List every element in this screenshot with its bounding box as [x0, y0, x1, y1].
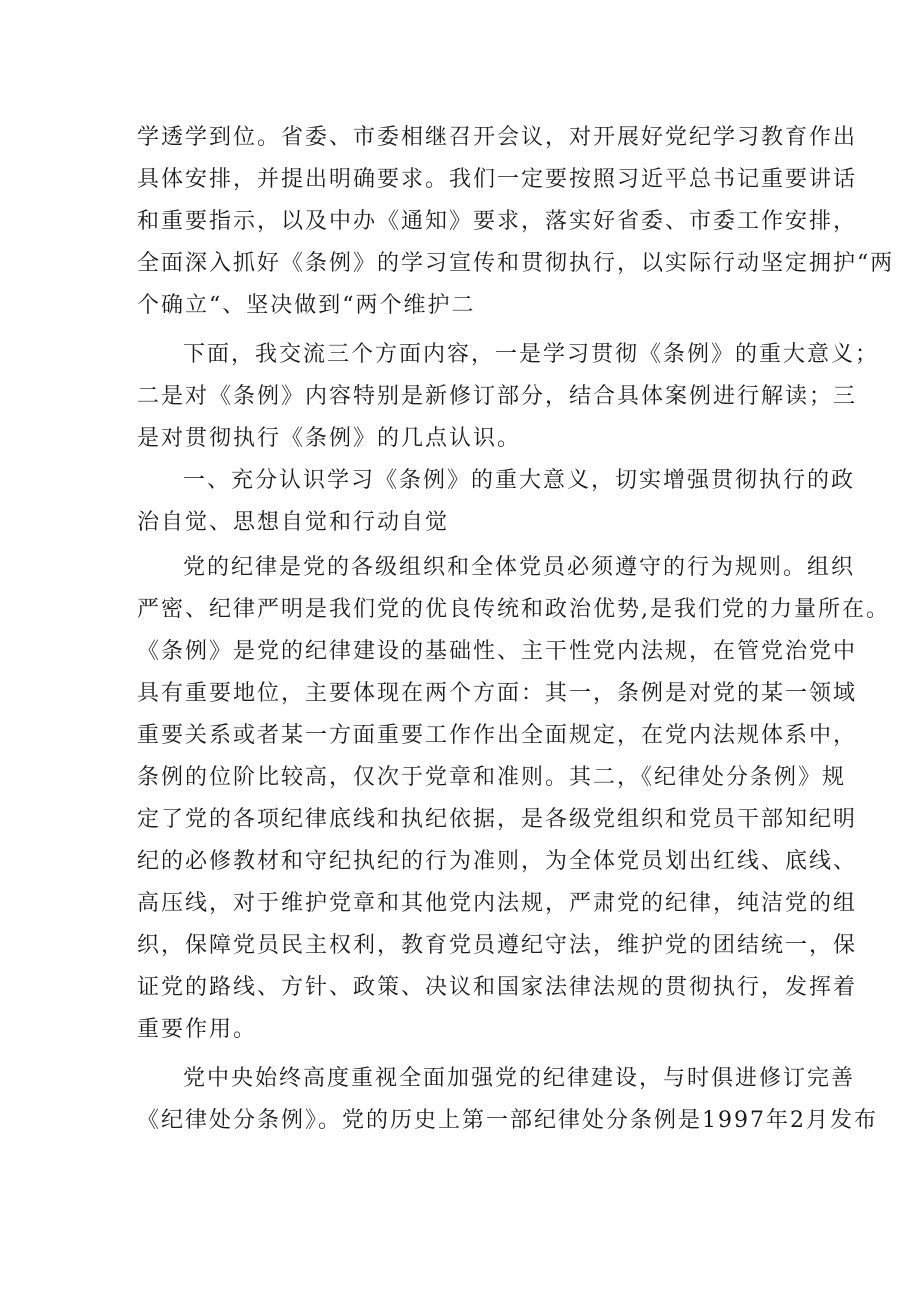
paragraph-first-line: 党中央始终高度重视全面加强党的纪律建设，与时俱进修订完善 — [183, 1066, 856, 1091]
text-line: 具有重要地位，主要体现在两个方面：其一，条例是对党的某一领域 — [137, 681, 858, 706]
text-line: 《条例》是党的纪律建设的基础性、主干性党内法规，在管党治党中 — [137, 639, 858, 664]
text-line: 具体安排，并提出明确要求。我们一定要按照习近平总书记重要讲话 — [137, 167, 858, 192]
section-heading: 一、充分认识学习《条例》的重大意义，切实增强贯彻执行的政 — [183, 468, 856, 493]
text-line: 学透学到位。省委、市委相继召开会议，对开展好党纪学习教育作出 — [137, 125, 858, 150]
text-line: 重要作用。 — [137, 1017, 258, 1042]
text-line: 二是对《条例》内容特别是新修订部分，结合具体案例进行解读；三 — [137, 384, 858, 409]
text-line: 严密、纪律严明是我们党的优良传统和政治优势,是我们党的力量所在。 — [137, 597, 890, 622]
text-line: 和重要指示，以及中办《通知》要求，落实好省委、市委工作安排， — [137, 209, 858, 234]
paragraph-first-line: 下面，我交流三个方面内容，一是学习贯彻《条例》的重大意义； — [183, 342, 880, 367]
text-line: 是对贯彻执行《条例》的几点认识。 — [137, 426, 522, 451]
text-line: 条例的位阶比较高，仅次于党章和准则。其二，《纪律处分条例》规 — [137, 765, 847, 790]
text-line: 纪的必修教材和守纪执纪的行为准则，为全体党员划出红线、底线、 — [137, 849, 858, 874]
section-heading-continued: 治自觉、思想自觉和行动自觉 — [137, 510, 450, 535]
text-line: 全面深入抓好《条例》的学习宣传和贯彻执行，以实际行动坚定拥护“两 — [137, 251, 895, 276]
text-line: 重要关系或者某一方面重要工作作出全面规定，在党内法规体系中， — [137, 723, 858, 748]
text-line: 个确立“、坚决做到“两个维护二 — [137, 293, 476, 318]
text-line: 《纪律处分条例》。党的历史上第一部纪律处分条例是1997年2月发布 — [137, 1108, 878, 1133]
text-line: 证党的路线、方针、政策、决议和国家法律法规的贯彻执行，发挥着 — [137, 975, 858, 1000]
text-line: 织，保障党员民主权利，教育党员遵纪守法，维护党的团结统一，保 — [137, 933, 858, 958]
paragraph-first-line: 党的纪律是党的各级组织和全体党员必须遵守的行为规则。组织 — [183, 555, 856, 580]
text-line: 高压线，对于维护党章和其他党内法规，严肃党的纪律，纯洁党的组 — [137, 891, 858, 916]
text-line: 定了党的各项纪律底线和执纪依据，是各级党组织和党员干部知纪明 — [137, 807, 858, 832]
